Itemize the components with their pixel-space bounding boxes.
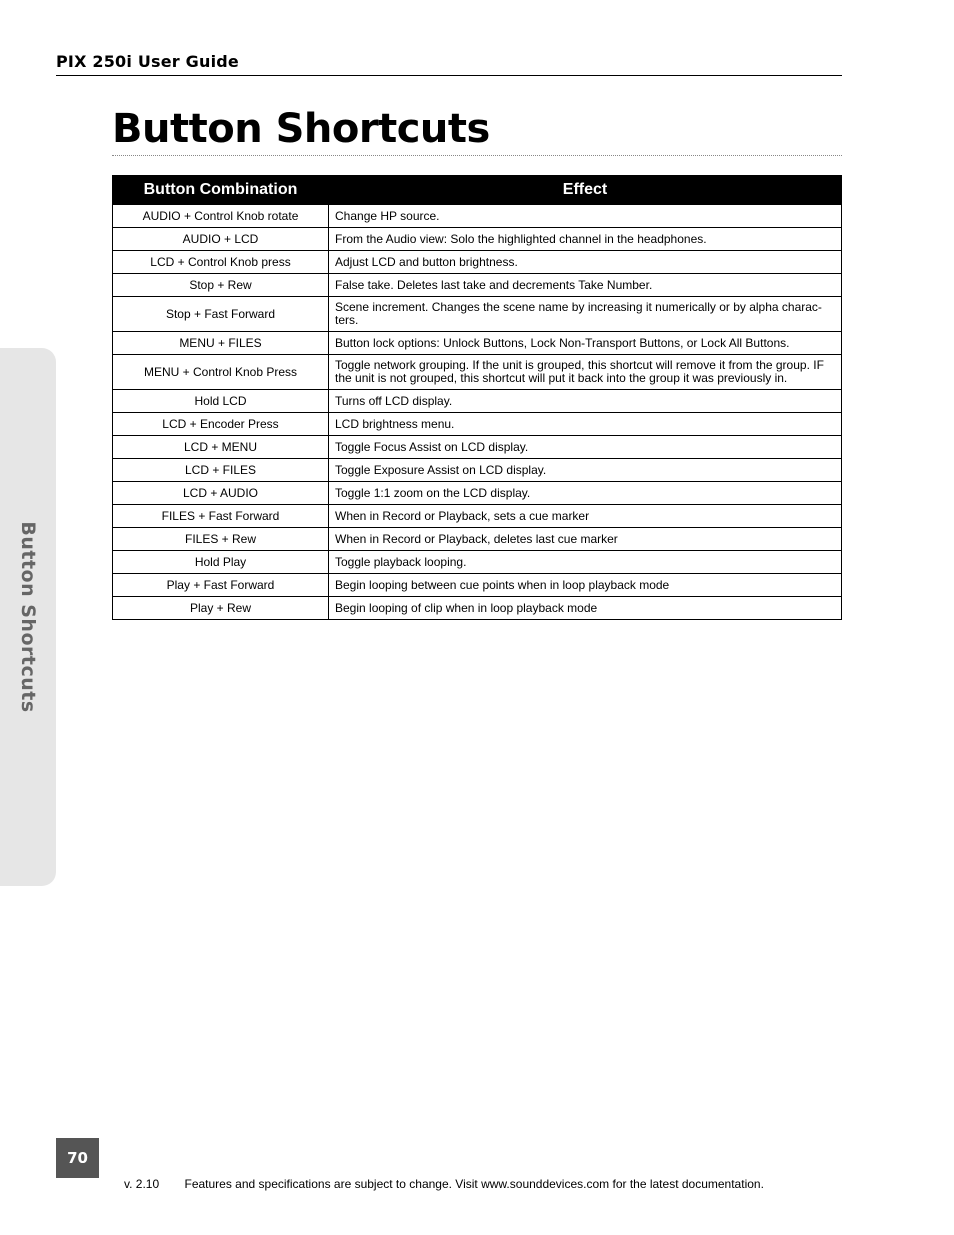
combo-cell: AUDIO + LCD	[113, 228, 329, 251]
effect-cell: When in Record or Playback, deletes last cue marker	[329, 528, 842, 551]
table-row	[113, 551, 842, 574]
effect-cell: Adjust LCD and button brightness.	[329, 251, 842, 274]
effect-cell: Begin looping of clip when in loop playback mode	[329, 597, 842, 620]
effect-cell: When in Record or Playback, sets a cue marker	[329, 505, 842, 528]
footer	[124, 1177, 764, 1191]
table-row	[113, 505, 842, 528]
header-divider	[56, 75, 842, 76]
effect-cell: Begin looping between cue points when in loop playback mode	[329, 574, 842, 597]
effect-cell: False take. Deletes last take and decrements Take Number.	[329, 274, 842, 297]
table-header-row	[113, 176, 842, 205]
table-row	[113, 574, 842, 597]
combo-cell: LCD + MENU	[113, 436, 329, 459]
combo-cell: LCD + FILES	[113, 459, 329, 482]
table-row	[113, 274, 842, 297]
combo-cell: LCD + Control Knob press	[113, 251, 329, 274]
effect-cell: Toggle network grouping. If the unit is grouped, this shortcut will remove it from the group. IF the unit is not grouped, this shortcut will put it back into the group it was previously in.	[329, 355, 842, 390]
combo-cell: LCD + Encoder Press	[113, 413, 329, 436]
table-row	[113, 251, 842, 274]
table-row	[113, 390, 842, 413]
table-row	[113, 355, 842, 390]
combo-cell: Play + Rew	[113, 597, 329, 620]
table-row	[113, 459, 842, 482]
shortcuts-table	[112, 175, 842, 620]
combo-cell: MENU + Control Knob Press	[113, 355, 329, 390]
combo-cell: Hold LCD	[113, 390, 329, 413]
version-label: v. 2.10	[124, 1177, 160, 1191]
combo-cell: MENU + FILES	[113, 332, 329, 355]
effect-cell: Change HP source.	[329, 205, 842, 228]
effect-cell: Toggle playback looping.	[329, 551, 842, 574]
effect-cell: Toggle Exposure Assist on LCD display.	[329, 459, 842, 482]
column-header-effect: Effect	[329, 176, 842, 205]
table-row	[113, 205, 842, 228]
combo-cell: Hold Play	[113, 551, 329, 574]
page-number: 70	[56, 1138, 99, 1178]
effect-cell: LCD brightness menu.	[329, 413, 842, 436]
footer-notice: Features and specifications are subject to change. Visit www.sounddevices.com for the latest documentation.	[184, 1177, 764, 1191]
combo-cell: FILES + Fast Forward	[113, 505, 329, 528]
guide-title: PIX 250i User Guide	[56, 52, 239, 71]
table-row	[113, 332, 842, 355]
effect-cell: Toggle Focus Assist on LCD display.	[329, 436, 842, 459]
effect-cell: Scene increment. Changes the scene name by increasing it numerically or by alpha charac-ters.	[329, 297, 842, 332]
page-title: Button Shortcuts	[112, 106, 490, 152]
table-row	[113, 597, 842, 620]
combo-cell: Stop + Fast Forward	[113, 297, 329, 332]
combo-cell: LCD + AUDIO	[113, 482, 329, 505]
table-row	[113, 436, 842, 459]
combo-cell: FILES + Rew	[113, 528, 329, 551]
table-row	[113, 297, 842, 332]
combo-cell: Stop + Rew	[113, 274, 329, 297]
combo-cell: AUDIO + Control Knob rotate	[113, 205, 329, 228]
effect-cell: Toggle 1:1 zoom on the LCD display.	[329, 482, 842, 505]
combo-cell: Play + Fast Forward	[113, 574, 329, 597]
title-divider	[112, 155, 842, 156]
table-row	[113, 528, 842, 551]
effect-cell: Turns off LCD display.	[329, 390, 842, 413]
effect-cell: From the Audio view: Solo the highlighted channel in the headphones.	[329, 228, 842, 251]
section-side-tab-label: Button Shortcuts	[17, 521, 39, 713]
table-row	[113, 482, 842, 505]
column-header-combination: Button Combination	[113, 176, 329, 205]
table-row	[113, 413, 842, 436]
table-row	[113, 228, 842, 251]
effect-cell: Button lock options: Unlock Buttons, Lock Non-Transport Buttons, or Lock All Buttons.	[329, 332, 842, 355]
